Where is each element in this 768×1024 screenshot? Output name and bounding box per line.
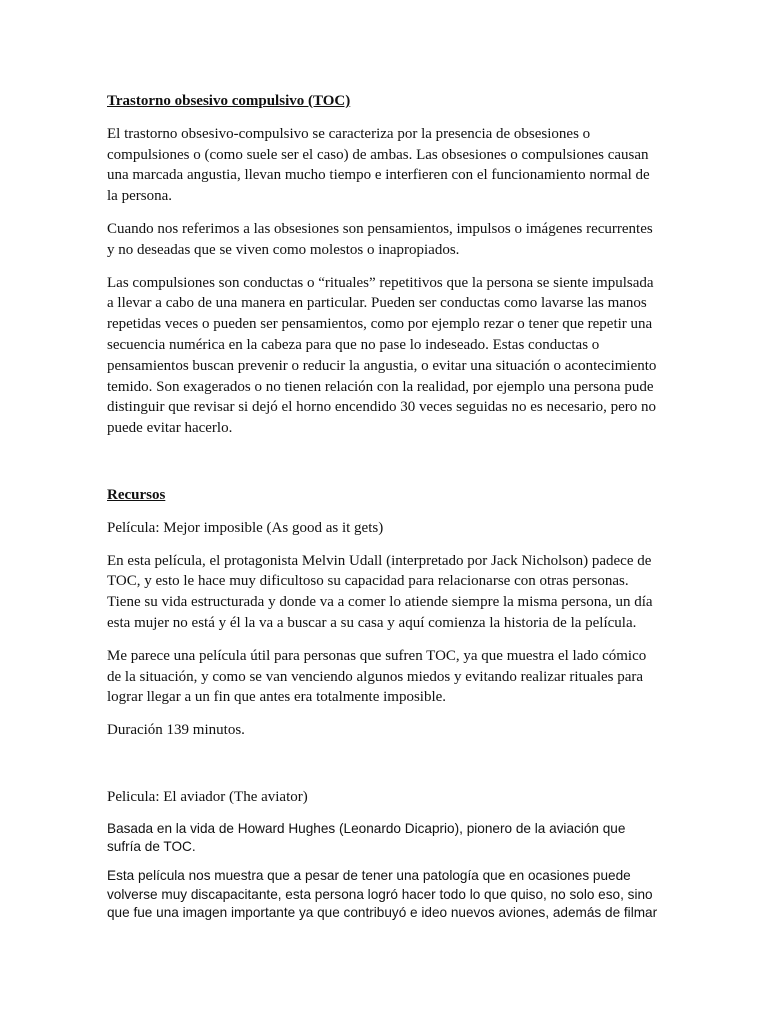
paragraph-movie2-basis: Basada en la vida de Howard Hughes (Leonardo Dicaprio), pionero de la aviación que sufría de TOC. bbox=[107, 820, 626, 855]
paragraph-movie1-duration: Duración 139 minutos. bbox=[107, 722, 245, 739]
paragraph-obsessions: Cuando nos referimos a las obsesiones son pensamientos, impulsos o imágenes recurrentes y no deseadas que se viven como molestos o inapropiados. bbox=[107, 220, 653, 258]
section-heading-recursos: Recursos bbox=[107, 486, 166, 503]
paragraph-movie1-plot: En esta película, el protagonista Melvin Udall (interpretado por Jack Nicholson) padece de TOC, y esto le hace muy dificultoso su capacidad para relacionarse con otras personas. Tiene su vida estructurada y donde va a comer lo atiende siempre la misma persona, un día esta mujer no está y él la va a buscar a su casa y aquí comienza la historia de la película. bbox=[107, 552, 653, 631]
document-page bbox=[107, 91, 663, 933]
movie-title-el-aviador: Pelicula: El aviador (The aviator) bbox=[107, 788, 308, 805]
paragraph-movie1-opinion: Me parece una película útil para personas que sufren TOC, ya que muestra el lado cómico de la situación, y como se van venciendo algunos miedos y evitando realizar rituales para lograr llegar a un fin que antes era totalmente imposible. bbox=[107, 647, 647, 706]
paragraph-movie2-description: Esta película nos muestra que a pesar de tener una patología que en ocasiones puede volverse muy discapacitante, esta persona logró hacer todo lo que quiso, no solo eso, sino que fue una imagen importante ya que contribuyó e ideo nuevos aviones, además de filmar bbox=[107, 867, 658, 921]
section-heading-toc: Trastorno obsesivo compulsivo (TOC) bbox=[107, 93, 351, 109]
movie-title-mejor-imposible: Película: Mejor imposible (As good as it gets) bbox=[107, 519, 384, 536]
paragraph-definition: El trastorno obsesivo-compulsivo se caracteriza por la presencia de obsesiones o compulsiones o (como suele ser el caso) de ambas. Las obsesiones o compulsiones causan una marcada angustia, llevan mucho tiempo e interfieren con el funcionamiento normal de la persona. bbox=[107, 125, 650, 205]
paragraph-compulsions: Las compulsiones son conductas o “rituales” repetitivos que la persona se siente impulsada a llevar a cabo de una manera en particular. Pueden ser conductas como lavarse las manos repetidas veces o pueden ser pensamientos, como por ejemplo rezar o tener que repetir una secuencia numérica en la cabeza para que no pase lo indeseado. Estas conductas o pensamientos buscan prevenir o reducir la angustia, o evitar una situación o acontecimiento temido. Son exagerados o no tienen relación con la realidad, por ejemplo una persona pude distinguir que revisar si dejó el horno encendido 30 veces seguidas no es necesario, pero no puede evitar hacerlo. bbox=[107, 274, 657, 437]
